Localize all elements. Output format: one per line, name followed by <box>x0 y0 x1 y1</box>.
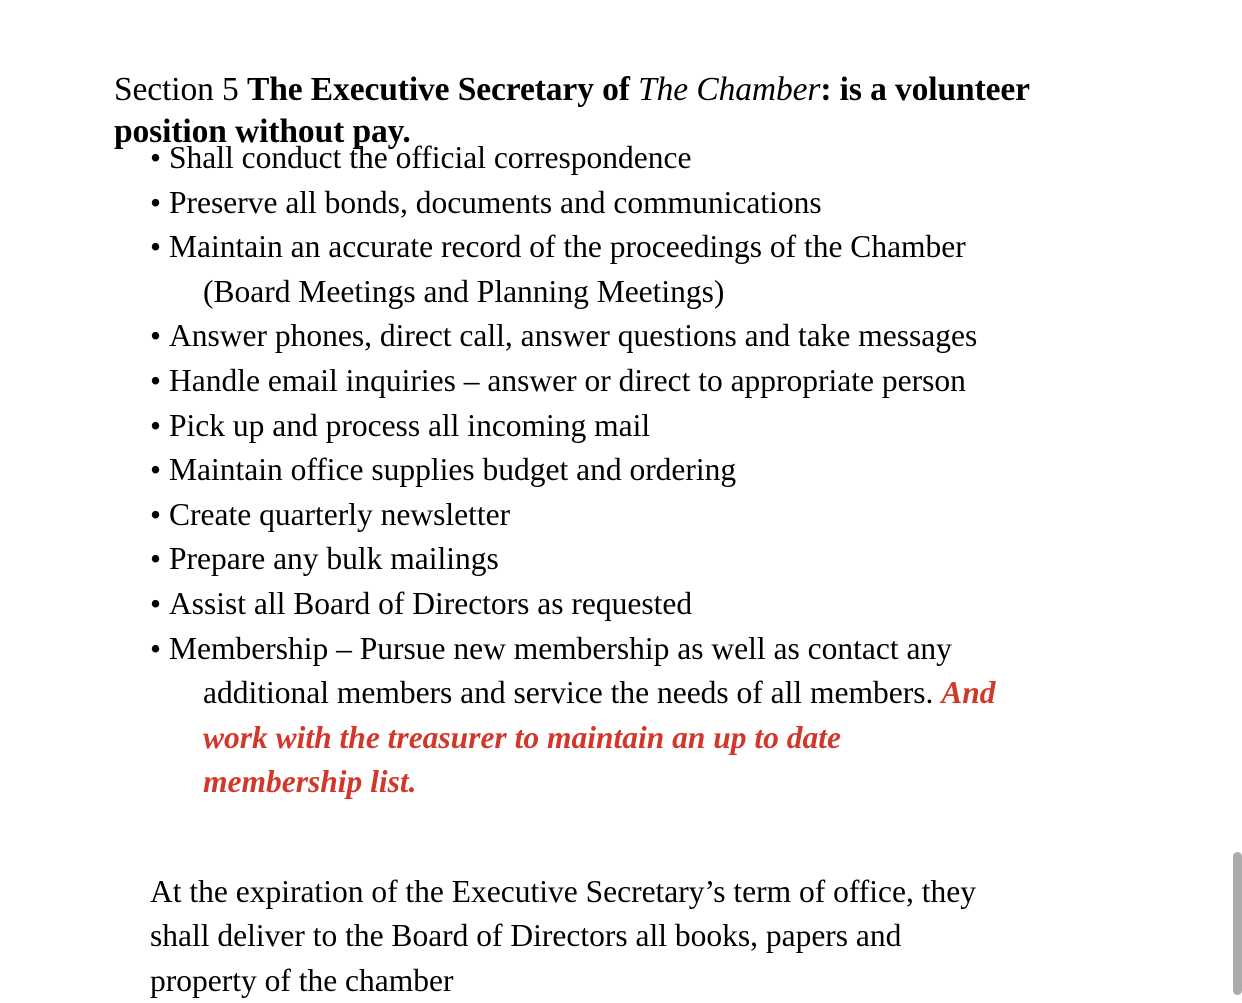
list-item <box>150 404 1150 449</box>
bullet-icon: • <box>150 314 169 359</box>
list-item-text: Answer phones, direct call, answer questions and take messages <box>169 314 1150 359</box>
heading-organization-name: The Chamber <box>638 71 820 108</box>
heading-role-title: The Executive Secretary of <box>247 71 638 108</box>
scrollbar-thumb[interactable] <box>1233 852 1242 995</box>
list-item <box>150 181 1150 226</box>
bullet-icon: • <box>150 359 169 404</box>
list-item <box>150 582 1150 627</box>
list-item <box>150 537 1150 582</box>
bullet-icon: • <box>150 404 169 449</box>
list-item-membership <box>150 627 1150 805</box>
list-item-text: Membership – Pursue new membership as well as contact any <box>169 627 1150 672</box>
membership-emphasis-and: And <box>941 675 995 710</box>
list-item-text: Prepare any bulk mailings <box>169 537 1150 582</box>
list-item <box>150 359 1150 404</box>
closing-paragraph-line-3: property of the chamber <box>150 959 1150 1003</box>
closing-paragraph-line-2: shall deliver to the Board of Directors all books, papers and <box>150 914 1150 959</box>
closing-paragraph <box>150 870 1150 1003</box>
list-item-text: Maintain office supplies budget and ordering <box>169 448 1150 493</box>
heading-qualifier: : is a volunteer position without pay. <box>114 71 1029 150</box>
list-item <box>150 493 1150 538</box>
bullet-icon: • <box>150 448 169 493</box>
heading-section-number: Section 5 <box>114 71 247 108</box>
list-item-text: Preserve all bonds, documents and communications <box>169 181 1150 226</box>
list-item <box>150 448 1150 493</box>
membership-line2-black: additional members and service the needs of all members. <box>203 675 941 710</box>
list-item-text-continuation: (Board Meetings and Planning Meetings) <box>169 270 1150 315</box>
list-item-text: Create quarterly newsletter <box>169 493 1150 538</box>
bullet-icon: • <box>150 136 169 181</box>
list-item <box>150 314 1150 359</box>
bullet-icon: • <box>150 225 169 270</box>
list-item-text: Shall conduct the official correspondence <box>169 136 1150 181</box>
list-item-text: Handle email inquiries – answer or direct to appropriate person <box>169 359 1150 404</box>
bullet-icon: • <box>150 627 169 672</box>
bullet-icon: • <box>150 537 169 582</box>
list-item-text-continuation <box>169 671 1150 716</box>
list-item <box>150 136 1150 181</box>
bullet-icon: • <box>150 493 169 538</box>
bullet-icon: • <box>150 582 169 627</box>
list-item-text: Maintain an accurate record of the proceedings of the Chamber <box>169 225 1150 270</box>
membership-emphasis-line3: work with the treasurer to maintain an up to date <box>169 716 1150 761</box>
list-item-text: Assist all Board of Directors as requested <box>169 582 1150 627</box>
list-item <box>150 225 1150 314</box>
duties-bullet-list <box>150 136 1150 805</box>
list-item-text: Pick up and process all incoming mail <box>169 404 1150 449</box>
membership-emphasis-line4: membership list. <box>169 760 1150 805</box>
bullet-icon: • <box>150 181 169 226</box>
vertical-scrollbar[interactable] <box>1222 0 1242 995</box>
closing-paragraph-line-1: At the expiration of the Executive Secretary’s term of office, they <box>150 870 1150 915</box>
